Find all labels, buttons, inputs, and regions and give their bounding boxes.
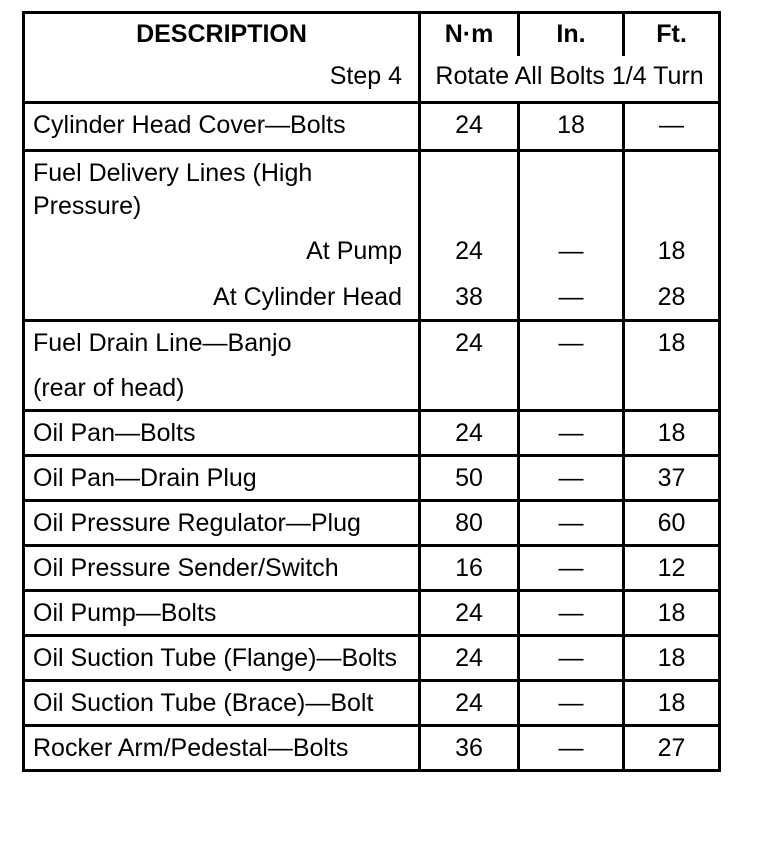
header-nm: N·m [420,13,519,57]
value-nm: 50 [420,456,519,501]
row-description-line2: (rear of head) [33,374,185,402]
table-row [24,321,720,411]
value-nm: 36 [420,726,519,771]
row-description: Fuel Delivery Lines (High Pressure) [24,151,420,228]
value-in: — [519,636,624,681]
step-row [24,56,720,103]
table-subrow [24,273,720,321]
row-description: Oil Suction Tube (Flange)—Bolts [24,636,420,681]
value-nm: 24 [420,411,519,456]
torque-spec-table [22,11,721,772]
table-row [24,151,720,228]
row-description: Oil Suction Tube (Brace)—Bolt [24,681,420,726]
value-nm: 24 [420,321,519,411]
value-nm: 24 [420,227,519,273]
table-subrow [24,227,720,273]
row-description: Oil Pressure Sender/Switch [24,546,420,591]
row-description: Oil Pump—Bolts [24,591,420,636]
value-ft: 27 [624,726,720,771]
header-row [24,13,720,57]
value-nm: 16 [420,546,519,591]
value-nm: 24 [420,636,519,681]
value-nm: 24 [420,103,519,151]
value-in: — [519,273,624,321]
value-in: — [519,456,624,501]
torque-table-container [22,11,721,772]
value-in: 18 [519,103,624,151]
row-description: At Pump [24,227,420,273]
row-description-line1: Fuel Drain Line—Banjo [33,329,292,357]
value-in: — [519,681,624,726]
row-description: Oil Pan—Bolts [24,411,420,456]
value-ft: 18 [624,321,720,411]
value-nm: 80 [420,501,519,546]
table-row [24,726,720,771]
value-nm: 24 [420,591,519,636]
value-ft: 37 [624,456,720,501]
value-in: — [519,321,624,411]
header-in: In. [519,13,624,57]
value-in: — [519,411,624,456]
table-row [24,546,720,591]
table-row [24,501,720,546]
value-in: — [519,501,624,546]
row-description [24,321,420,411]
table-row [24,456,720,501]
value-ft: 18 [624,636,720,681]
value-ft: 18 [624,411,720,456]
row-description: Cylinder Head Cover—Bolts [24,103,420,151]
value-nm: 24 [420,681,519,726]
value-ft: 18 [624,681,720,726]
table-row [24,681,720,726]
row-description: At Cylinder Head [24,273,420,321]
value-ft: 28 [624,273,720,321]
value-ft: 60 [624,501,720,546]
row-description: Rocker Arm/Pedestal—Bolts [24,726,420,771]
table-row [24,636,720,681]
value-ft: 18 [624,591,720,636]
value-in: — [519,591,624,636]
value-in: — [519,227,624,273]
value-ft: 18 [624,227,720,273]
value-nm: 38 [420,273,519,321]
header-description: DESCRIPTION [24,13,420,57]
table-row [24,591,720,636]
value-in: — [519,546,624,591]
row-description: Oil Pressure Regulator—Plug [24,501,420,546]
value-in: — [519,726,624,771]
row-description: Oil Pan—Drain Plug [24,456,420,501]
table-row [24,103,720,151]
header-ft: Ft. [624,13,720,57]
value-ft: 12 [624,546,720,591]
value-ft: — [624,103,720,151]
step-instruction: Rotate All Bolts 1/4 Turn [420,56,720,103]
table-row [24,411,720,456]
step-label: Step 4 [24,56,420,103]
